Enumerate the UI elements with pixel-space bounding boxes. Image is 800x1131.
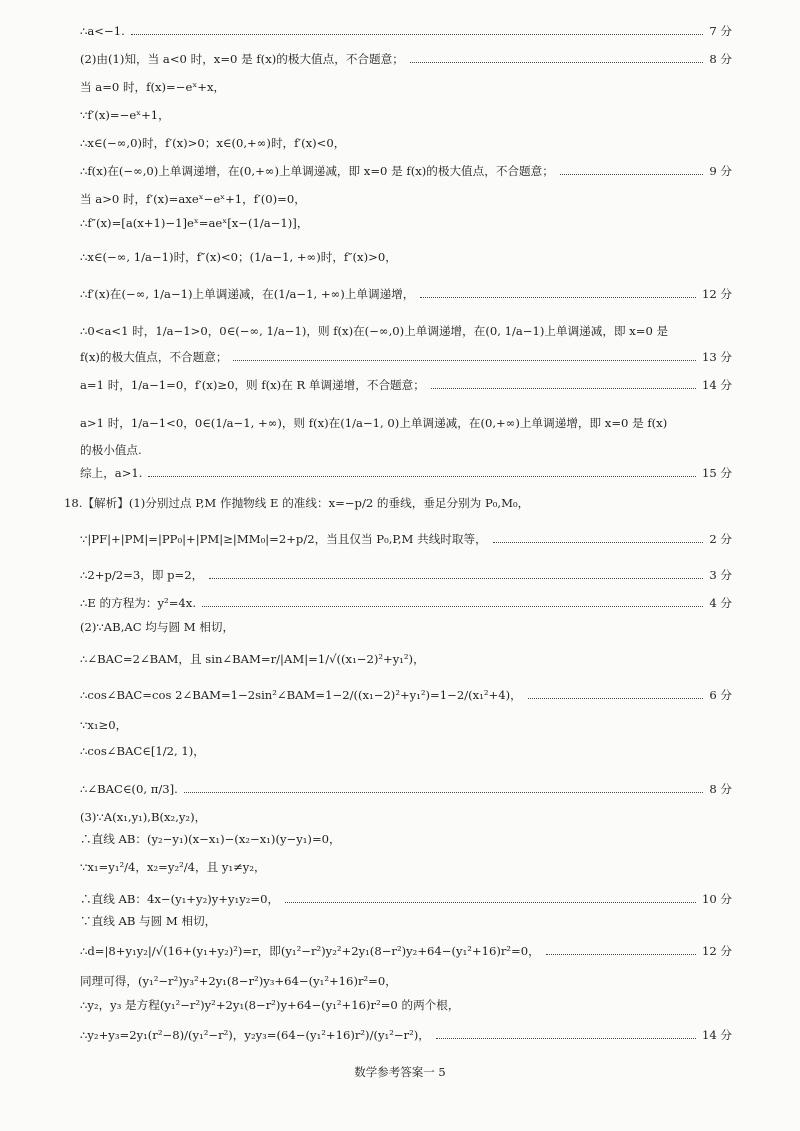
solution-line: [80, 462, 732, 484]
line-text: ∴x∈(−∞, 1/a−1)时，f″(x)<0；(1/a−1, +∞)时，f″(x)>0，: [80, 250, 397, 264]
dot-leader: [209, 578, 703, 579]
solution-line: [80, 246, 732, 268]
solution-line: [80, 778, 732, 800]
score-label: 8 分: [709, 52, 732, 66]
line-text: a>1 时，1/a−1<0，0∈(1/a−1, +∞)，则 f(x)在(1/a−1, 0)上单调递减，在(0,+∞)上单调递增，即 x=0 是 f(x): [80, 416, 668, 430]
line-text: ∴y₂+y₃=2y₁(r²−8)/(y₁²−r²)，y₂y₃=(64−(y₁²+16)r²)/(y₁²−r²)，: [80, 1028, 430, 1042]
line-text: ∵x₁=y₁²/4，x₂=y₂²/4，且 y₁≠y₂，: [80, 860, 266, 874]
line-text: ∵直线 AB 与圆 M 相切，: [80, 914, 217, 928]
dot-leader: [431, 388, 696, 389]
solution-line: [80, 910, 732, 932]
dot-leader: [131, 34, 704, 35]
score-label: 12 分: [701, 287, 732, 301]
score-label: 6 分: [709, 688, 732, 702]
line-text: 18.【解析】(1)分别过点 P,M 作抛物线 E 的准线：x=−p/2 的垂线，垂足分别为 P₀,M₀，: [64, 496, 530, 510]
line-text: ∴d=|8+y₁y₂|/√(16+(y₁+y₂)²)=r，即(y₁²−r²)y₂²+2y₁(8−r²)y₂+64−(y₁²+16)r²=0，: [80, 944, 540, 958]
solution-line: [80, 592, 732, 614]
solution-line: [80, 856, 732, 878]
line-text: ∴f″(x)=[a(x+1)−1]eˣ=aeˣ[x−(1/a−1)]，: [80, 216, 309, 230]
dot-leader: [420, 297, 696, 298]
solution-line: [80, 283, 732, 305]
line-text: (2)∵AB,AC 均与圆 M 相切，: [80, 620, 235, 634]
solution-line: [80, 160, 732, 182]
solution-line: [80, 1024, 732, 1046]
score-label: 14 分: [701, 1028, 732, 1042]
line-text: ∴cos∠BAC=cos 2∠BAM=1−2sin²∠BAM=1−2/((x₁−2)²+y₁²)=1−2/(x₁²+4)，: [80, 688, 522, 702]
line-text: f(x)的极大值点，不合题意；: [80, 350, 228, 364]
score-label: 7 分: [709, 24, 732, 38]
score-label: 4 分: [709, 596, 732, 610]
score-label: 8 分: [709, 782, 732, 796]
line-text: ∴∠BAC∈(0, π/3].: [80, 782, 178, 796]
solution-line: [80, 76, 732, 98]
line-text: (2)由(1)知，当 a<0 时，x=0 是 f(x)的极大值点，不合题意；: [80, 52, 404, 66]
line-text: ∴直线 AB：(y₂−y₁)(x−x₁)−(x₂−x₁)(y−y₁)=0，: [80, 832, 341, 846]
solution-line: [80, 684, 732, 706]
solution-line: [80, 970, 732, 992]
solution-line: [80, 740, 732, 762]
line-text: 综上，a>1.: [80, 466, 143, 480]
dot-leader: [528, 698, 704, 699]
line-text: ∵x₁≥0，: [80, 718, 128, 732]
dot-leader: [148, 476, 695, 477]
dot-leader: [410, 62, 704, 63]
solution-line: [80, 564, 732, 586]
line-text: ∵f′(x)=−eˣ+1，: [80, 108, 170, 122]
line-text: ∴0<a<1 时，1/a−1>0，0∈(−∞, 1/a−1)，则 f(x)在(−∞,0)上单调递增，在(0, 1/a−1)上单调递减，即 x=0 是: [80, 324, 669, 338]
score-label: 9 分: [709, 164, 732, 178]
solution-line: [80, 346, 732, 368]
question-heading: [64, 492, 732, 514]
score-label: 12 分: [701, 944, 732, 958]
line-text: 同理可得，(y₁²−r²)y₃²+2y₁(8−r²)y₃+64−(y₁²+16)r²=0，: [80, 974, 397, 988]
solution-line: [80, 806, 732, 828]
line-text: ∴2+p/2=3，即 p=2，: [80, 568, 204, 582]
page-footer: 数学参考答案一 5: [354, 1065, 446, 1079]
line-text: ∴∠BAC=2∠BAM，且 sin∠BAM=r/|AM|=1/√((x₁−2)²+y₁²)，: [80, 652, 425, 666]
dot-leader: [233, 360, 696, 361]
solution-line: [80, 20, 732, 42]
score-label: 15 分: [701, 466, 732, 480]
dot-leader: [202, 606, 703, 607]
dot-leader: [493, 542, 704, 543]
dot-leader: [546, 954, 696, 955]
solution-line: [80, 188, 732, 210]
dot-leader: [436, 1038, 696, 1039]
line-text: ∴a<−1.: [80, 24, 125, 38]
solution-line: [80, 888, 732, 910]
solution-line: [80, 439, 732, 461]
solution-line: [80, 648, 732, 670]
score-label: 13 分: [701, 350, 732, 364]
dot-leader: [560, 174, 704, 175]
solution-line: [80, 104, 732, 126]
solution-line: [80, 828, 732, 850]
line-text: ∴f(x)在(−∞,0)上单调递增，在(0,+∞)上单调递减，即 x=0 是 f(x)的极大值点，不合题意；: [80, 164, 554, 178]
line-text: (3)∵A(x₁,y₁),B(x₂,y₂)，: [80, 810, 207, 824]
score-label: 3 分: [709, 568, 732, 582]
line-text: a=1 时，1/a−1=0，f′(x)≥0，则 f(x)在 R 单调递增，不合题意；: [80, 378, 425, 392]
line-text: ∴cos∠BAC∈[1/2, 1)，: [80, 744, 205, 758]
line-text: ∴f′(x)在(−∞, 1/a−1)上单调递减，在(1/a−1, +∞)上单调递增，: [80, 287, 415, 301]
line-text: ∴直线 AB：4x−(y₁+y₂)y+y₁y₂=0，: [80, 892, 280, 906]
solution-line: [80, 714, 732, 736]
solution-line: [80, 374, 732, 396]
line-text: 当 a>0 时，f′(x)=axeˣ−eˣ+1，f′(0)=0，: [80, 192, 306, 206]
dot-leader: [285, 902, 696, 903]
score-label: 14 分: [701, 378, 732, 392]
line-text: ∴E 的方程为：y²=4x.: [80, 596, 197, 610]
solution-line: [80, 320, 732, 342]
line-text: ∵|PF|+|PM|=|PP₀|+|PM|≥|MM₀|=2+p/2，当且仅当 P₀,P,M 共线时取等，: [80, 532, 487, 546]
solution-line: [80, 412, 732, 434]
line-text: 当 a=0 时，f(x)=−eˣ+x，: [80, 80, 226, 94]
solution-line: [80, 528, 732, 550]
line-text: ∴x∈(−∞,0)时，f′(x)>0；x∈(0,+∞)时，f′(x)<0，: [80, 136, 346, 150]
line-text: ∴y₂，y₃ 是方程(y₁²−r²)y²+2y₁(8−r²)y+64−(y₁²+16)r²=0 的两个根，: [80, 998, 460, 1012]
solution-line: [80, 212, 732, 234]
solution-line: [80, 132, 732, 154]
solution-line: [80, 616, 732, 638]
solution-line: [80, 48, 732, 70]
solution-line: [80, 994, 732, 1016]
solution-line: [80, 940, 732, 962]
dot-leader: [184, 792, 704, 793]
line-text: 的极小值点.: [80, 443, 142, 457]
score-label: 10 分: [701, 892, 732, 906]
score-label: 2 分: [709, 532, 732, 546]
